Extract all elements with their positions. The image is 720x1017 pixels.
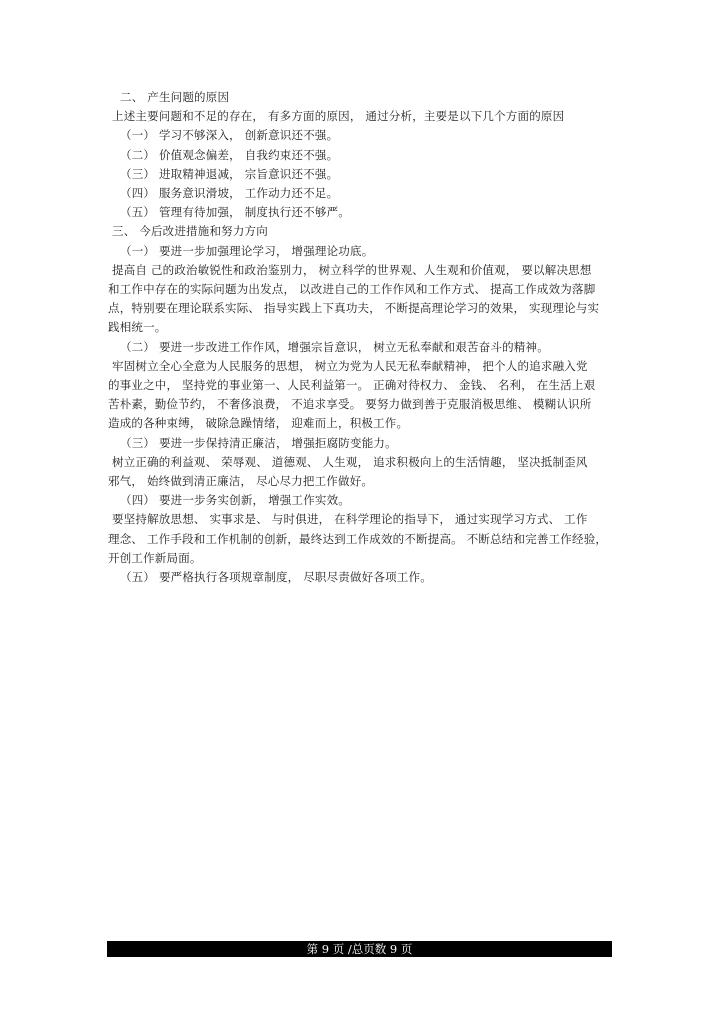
page-footer — [107, 941, 612, 957]
text-line: 和工作中存在的实际问题为出发点， 以改进自己的工作作风和工作方式、 提高工作成效为落脚 — [108, 282, 596, 297]
page-number-text: 第 9 页 /总页数 9 页 — [306, 942, 413, 956]
text-line: （三） 进取精神退减， 宗旨意识还不强。 — [120, 166, 339, 181]
text-line: （三） 要进一步保持清正廉洁， 增强拒腐防变能力。 — [120, 435, 397, 450]
text-line: 点，特别要在理论联系实际、 指导实践上下真功夫， 不断提高理论学习的效果， 实现理论与实 — [108, 301, 600, 316]
text-line: 理念、 工作手段和工作机制的创新，最终达到工作成效的不断提高。 不断总结和完善工作经验， — [108, 531, 608, 546]
text-line: （四） 要进一步务实创新， 增强工作实效。 — [120, 493, 351, 508]
text-line: 牢固树立全心全意为人民服务的思想， 树立为党为人民无私奉献精神， 把个人的追求融入党 — [112, 358, 588, 373]
text-line: 的事业之中， 坚持党的事业第一、人民利益第一。 正确对待权力、 金钱、 名利， 在生活上艰 — [108, 378, 596, 393]
text-line: （五） 要严格执行各项规章制度， 尽职尽责做好各项工作。 — [120, 570, 432, 585]
text-line: （一） 要进一步加强理论学习， 增强理论功底。 — [120, 243, 374, 258]
text-line: 提高自 己的政治敏锐性和政治鉴别力， 树立科学的世界观、人生观和价值观， 要以解决思想 — [112, 262, 592, 277]
text-line: 树立正确的利益观、 荣辱观、 道德观、 人生观， 追求积极向上的生活情趣， 坚决抵制歪风 — [112, 454, 588, 469]
text-line: （二） 价值观念偏差， 自我约束还不强。 — [120, 147, 339, 162]
text-line: （二） 要进一步改进工作作风，增强宗旨意识， 树立无私奉献和艰苦奋斗的精神。 — [120, 339, 549, 354]
text-line: 要坚持解放思想、 实事求是、 与时俱进， 在科学理论的指导下， 通过实现学习方式、 工作 — [112, 512, 588, 527]
text-line: 造成的各种束缚， 破除急躁情绪， 迎难而上，积极工作。 — [108, 416, 409, 431]
text-line: （五） 管理有待加强， 制度执行还不够严。 — [120, 205, 351, 220]
text-line: 邪气， 始终做到清正廉洁， 尽心尽力把工作做好。 — [108, 474, 374, 489]
text-line: 践相统一。 — [108, 320, 167, 335]
text-line: 二、 产生问题的原因 — [120, 90, 230, 104]
text-line: （一） 学习不够深入， 创新意识还不强。 — [120, 128, 339, 143]
text-line: 苦朴素，勤俭节约， 不奢侈浪费， 不追求享受。 要努力做到善于克服消极思维、 模糊认识所 — [108, 397, 592, 412]
text-line: 上述主要问题和不足的存在， 有多方面的原因， 通过分析，主要是以下几个方面的原因 — [112, 109, 565, 124]
text-line: （四） 服务意识滑坡， 工作动力还不足。 — [120, 186, 339, 201]
text-line: 开创工作新局面。 — [108, 550, 202, 565]
document-body — [108, 88, 616, 587]
text-line: 三、 今后改进措施和努力方向 — [112, 224, 268, 239]
